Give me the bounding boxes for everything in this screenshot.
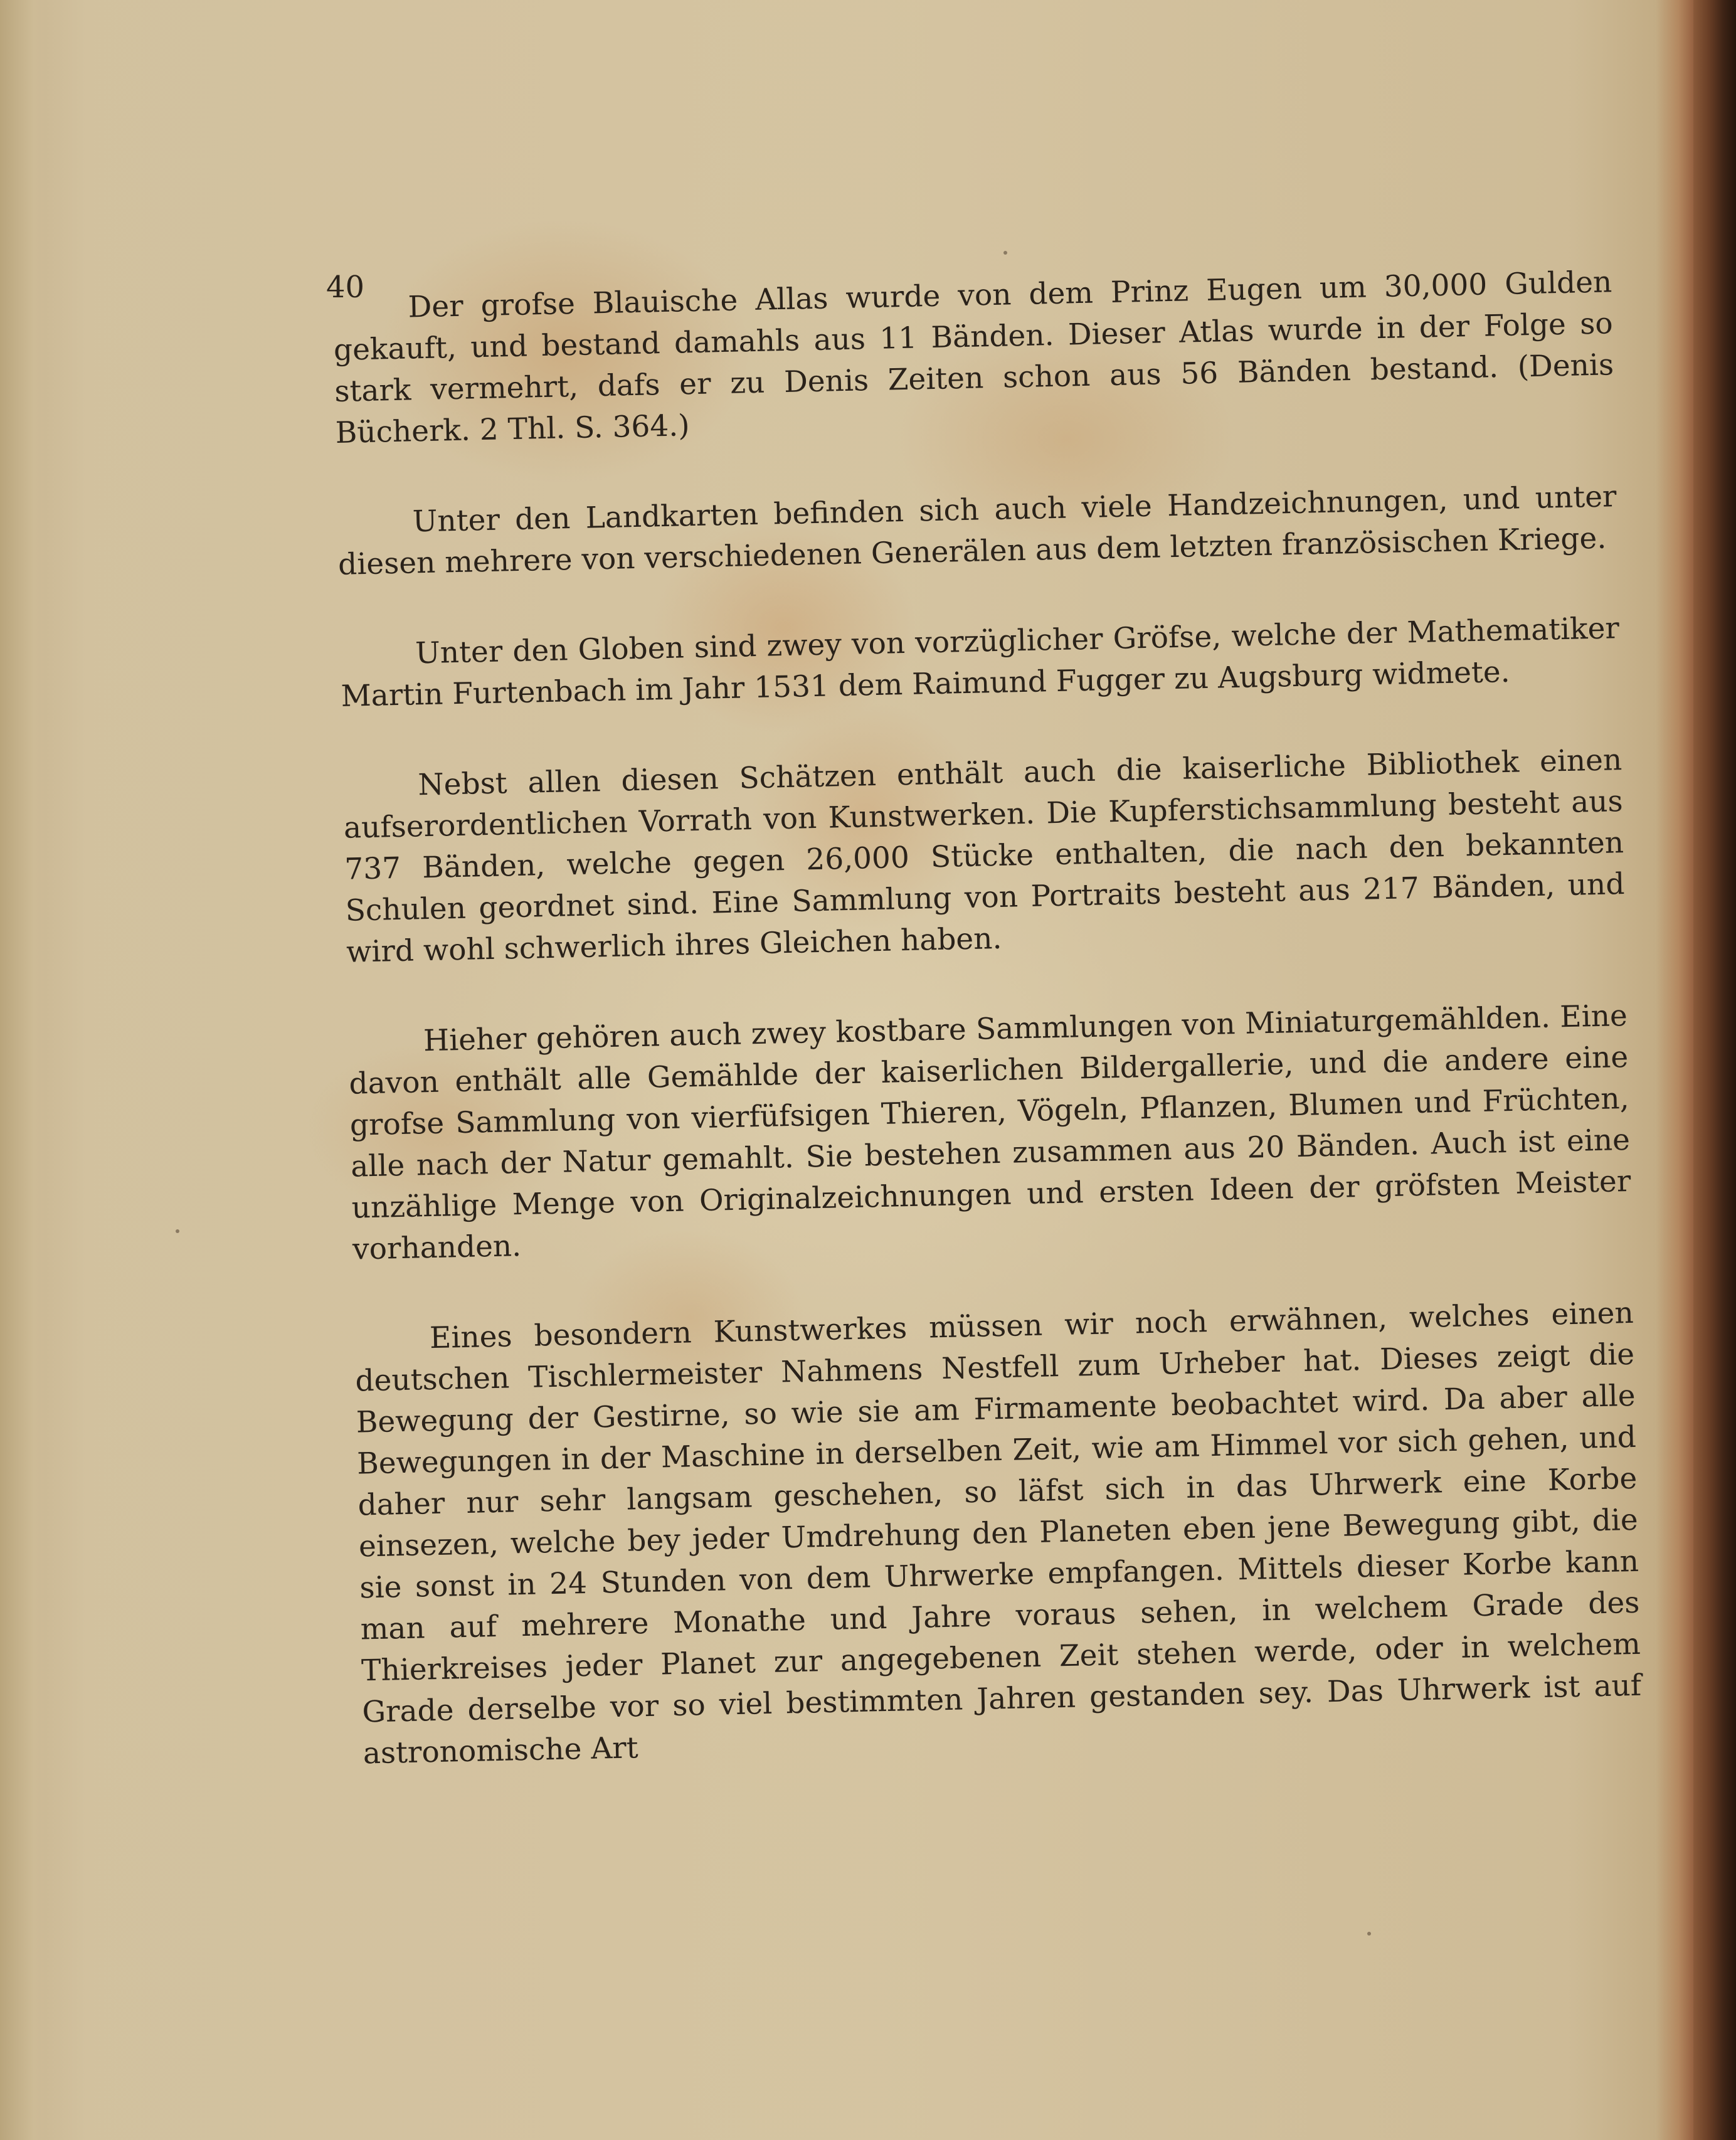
page-left-edge: [0, 0, 56, 2140]
spine-shadow: [1656, 0, 1693, 2140]
paper-speck: [176, 1229, 179, 1233]
body-text: [332, 262, 1643, 1774]
paragraph-clockwork: Eines besondern Kunstwerkes müssen wir noch erwähnen, welches einen deutschen Tischlermeister Nahmens Nestfell zum Urheber hat. Dieses zeigt die Bewegung der Gestirne, so wie sie am Firmamente beobachtet wird. Da aber alle Bewegungen in der Maschine in derselben Zeit, wie am Himmel vor sich gehen, und daher nur sehr langsam geschehen, so läfst sich in das Uhrwerk eine Korbe einsezen, welche bey jeder Umdrehung den Planeten eben jene Bewegung gibt, die sie sonst in 24 Stunden von dem Uhrwerke empfangen. Mittels dieser Korbe kann man auf mehrere Monathe und Jahre voraus sehen, in welchem Grade des Thierkreises jeder Planet zur angegebenen Zeit stehen werde, oder in welchem Grade derselbe vor so viel bestimmten Jahren gestanden sey. Das Uhrwerk ist auf astronomische Art: [354, 1295, 1642, 1771]
paragraph-artworks: Nebst allen diesen Schätzen enthält auch die kaiserliche Bibliothek einen aufserordentlichen Vorrath von Kunstwerken. Die Kupferstichsammlung besteht aus 737 Bänden, welche gegen 26,000 Stücke enthalten, die nach den bekannten Schulen geordnet sind. Eine Sammlung von Portraits besteht aus 217 Bänden, und wird wohl schwerlich ihres Gleichen haben.: [343, 743, 1625, 970]
paragraph-globes: Unter den Globen sind zwey von vorzüglicher Gröfse, welche der Mathematiker Martin Furtenbach im Jahr 1531 dem Raimund Fugger zu Augsburg widmete.: [341, 611, 1620, 714]
paper-speck: [1367, 1932, 1371, 1936]
page-number: 40: [326, 270, 365, 305]
paper-speck: [1003, 251, 1007, 255]
paragraph-miniatures: Hieher gehören auch zwey kostbare Sammlungen von Miniaturgemählden. Eine davon enthält alle Gemählde der kaiserlichen Bildergallerie, und die andere eine grofse Sammlung von vierfüfsigen Thieren, Vögeln, Pflanzen, Blumen und Früchten, alle nach der Natur gemahlt. Sie bestehen zusammen aus 20 Bänden. Auch ist eine unzählige Menge von Originalzeichnungen und ersten Ideen der gröfsten Meister vorhanden.: [348, 998, 1631, 1267]
paragraph-maps: Unter den Landkarten befinden sich auch viele Handzeichnungen, und unter diesen mehrere von verschiedenen Generälen aus dem letzten französischen Kriege.: [337, 479, 1617, 582]
book-spine: [1693, 0, 1736, 2140]
paragraph-atlas: Der grofse Blauische Allas wurde von dem Prinz Eugen um 30,000 Gulden gekauft, und bestand damahls aus 11 Bänden. Dieser Atlas wurde in der Folge so stark vermehrt, dafs er zu Denis Zeiten schon aus 56 Bänden bestand. (Denis Bücherk. 2 Thl. S. 364.): [333, 265, 1614, 450]
